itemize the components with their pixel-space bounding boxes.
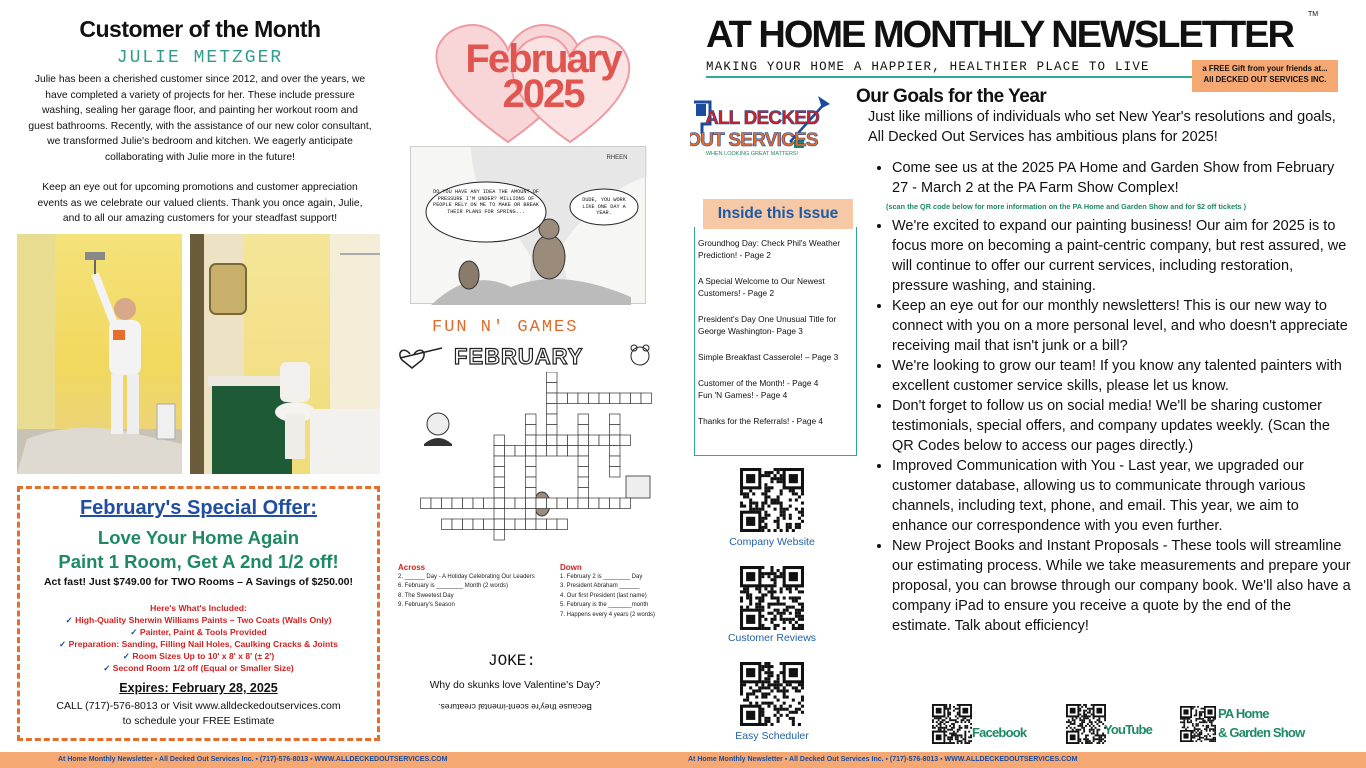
groundhog-cartoon: [410, 146, 646, 304]
crossword-cell: [547, 446, 558, 457]
down-clues: [560, 563, 664, 620]
trademark-mark: TM: [1308, 11, 1319, 18]
clue: 5. February is the _______month: [560, 602, 649, 608]
newsletter-tagline: MAKING YOUR HOME A HAPPIER, HEALTHIER PLACE TO LIVE: [706, 60, 1206, 78]
offer-included-list: [20, 602, 377, 674]
crossword-cell: [547, 383, 558, 394]
clue: 2. ______ Day - A Holiday Celebrating Our Leaders: [398, 573, 535, 580]
across-title: Across: [398, 563, 426, 572]
crossword-cell: [515, 446, 526, 457]
clue: 4. Our first President (last name): [560, 592, 647, 599]
crossword-cell: [578, 414, 589, 425]
goal-item: • We're excited to expand our painting business! Our aim for 2025 is to focus more on becoming a paint-centric company, but rest assured, we will continue to offer our current services, including restoration, pressure washing, and staining.: [892, 216, 1352, 296]
checkmark-icon: ✓: [103, 663, 111, 673]
february-hearts-header: [420, 14, 660, 154]
painter-photo: [17, 234, 182, 474]
inside-issue-list: [694, 227, 857, 456]
crossword-cell: [599, 435, 610, 446]
crossword-cell: [547, 498, 558, 509]
crossword-cell: [620, 498, 631, 509]
home-show-label-line-1: PA Home: [1218, 706, 1269, 721]
reviews-qr-label: Customer Reviews: [727, 632, 817, 644]
crossword-cell: [578, 498, 589, 509]
crossword-cell: [536, 435, 547, 446]
fun-n-games-title: FUN N' GAMES: [432, 318, 579, 337]
crossword-cell: [547, 519, 558, 530]
crossword-cell: [494, 477, 505, 488]
checkmark-icon: ✓: [65, 615, 73, 625]
crossword-cell: [536, 446, 547, 457]
qr-pattern: [1066, 704, 1106, 744]
crossword-cell: [631, 393, 642, 404]
customer-of-month-title: Customer of the Month: [79, 16, 321, 42]
qr-pattern: [740, 566, 804, 630]
crossword-cell: [610, 414, 621, 425]
crossword-cell: [557, 446, 568, 457]
crossword-cell: [494, 509, 505, 520]
customer-story-text-2: Keep an eye out for upcoming promotions and customer appreciation events as we celebrate our valued clients. Thank you once again, Julie, and to all our amazing customers for your steadfast support!: [37, 182, 363, 224]
crossword-cell: [452, 498, 463, 509]
crossword-cell: [610, 498, 621, 509]
crossword-cell: [578, 488, 589, 499]
crossword-cell: [599, 393, 610, 404]
month-text: February: [465, 37, 621, 81]
crossword-cell: [610, 456, 621, 467]
crossword-cell: [505, 446, 516, 457]
checkmark-icon: ✓: [59, 639, 67, 649]
goals-list: [872, 158, 1352, 636]
footer-text-left: At Home Monthly Newsletter ▪ All Decked Out Services Inc. ▪ (717)-576-8013 ▪ WWW.ALLDECKEDOUTSERVICES.COM: [58, 756, 448, 763]
inside-issue-item: Simple Breakfast Casserole! – Page 3: [698, 352, 839, 362]
qr-pattern: [740, 662, 804, 726]
bathroom-photo: [190, 234, 380, 474]
clue: 8. The Sweetest Day: [398, 592, 454, 599]
crossword-cell: [526, 425, 537, 436]
inside-issue-item: A Special Welcome to Our Newest Customers! - Page 2: [698, 276, 825, 298]
crossword-cell: [515, 498, 526, 509]
offer-expiration: Expires: February 28, 2025: [119, 681, 278, 695]
crossword-cell: [526, 488, 537, 499]
offer-call-line-1: CALL (717)-576-8013 or Visit www.alldeckedoutservices.com: [56, 700, 341, 712]
crossword-cell: [578, 446, 589, 457]
cartoon-bubble-1: DO YOU HAVE ANY IDEA THE AMOUNT OF PRESSURE I'M UNDER? MILLIONS OF PEOPLE RELY ON ME TO MAKE OR BREAK THEIR PLANS FOR SPRING...: [433, 189, 539, 215]
cartoon-bubble-2: DUDE, YOU WORK LIKE ONE DAY A YEAR.: [582, 197, 626, 216]
crossword-cell: [547, 372, 558, 383]
crossword-cell: [536, 519, 547, 530]
checkmark-icon: ✓: [122, 651, 130, 661]
crossword-cell: [526, 519, 537, 530]
joke-answer-upside-down: Because they're scent-imental creatures.: [438, 702, 592, 712]
facebook-label[interactable]: Facebook: [972, 725, 1027, 740]
goals-intro: Just like millions of individuals who set New Year's resolutions and goals, All Decked Out Services has ambitious plans for 2025!: [868, 109, 1336, 145]
crossword-cell: [610, 435, 621, 446]
reviews-qr-code[interactable]: [740, 566, 804, 635]
website-qr-label: Company Website: [729, 536, 815, 548]
offer-included-item: ✓ Second Room 1/2 off (Equal or Smaller Size): [103, 663, 294, 673]
logo-tagline: WHEN LOOKING GREAT MATTERS!: [705, 151, 799, 157]
offer-included-item: ✓ Preparation: Sanding, Filling Nail Holes, Caulking Cracks & Joints: [59, 639, 338, 649]
crossword-cell: [526, 435, 537, 446]
crossword-cell: [557, 519, 568, 530]
crossword-cell: [494, 530, 505, 541]
goal-item: • New Project Books and Instant Proposals - These tools will streamline our estimating process. While we take measurements and prepare your proposal, you can browse through our company book. We'll also have a company iPad to ensure you receive a quote by the end of the estimate. Talk about efficiency!: [892, 536, 1352, 636]
february-puzzle-header: [396, 340, 660, 372]
goal-item: • Keep an eye out for our monthly newsletters! This is our new way to connect with you on a more personal level, and who doesn't appreciate receiving mail that isn't junk or a bill?: [892, 296, 1352, 356]
crossword-cell: [473, 498, 484, 509]
crossword-cell: [599, 498, 610, 509]
joke-title: JOKE:: [488, 652, 537, 670]
scheduler-qr-label: Easy Scheduler: [735, 730, 809, 742]
customer-story: [28, 72, 372, 227]
home-show-label-line-2: & Garden Show: [1218, 725, 1305, 740]
goals-title: Our Goals for the Year: [856, 86, 1047, 107]
goal-item: • We're looking to grow our team! If you know any talented painters with excellent customer service skills, please let us know.: [892, 356, 1352, 396]
crossword-cell: [526, 456, 537, 467]
crossword-cell: [526, 509, 537, 520]
customer-story-text: Julie has been a cherished customer since 2012, and over the years, we have completed a variety of projects for her. These include pressure washing, sealing her garage floor, and painting her workout room and guest bathrooms. Recently, with the assistance of our new color consultant, we transformed Julie's bedroom and kitchen. We eagerly anticipate collaborating with Julie more in the future!: [28, 74, 372, 163]
crossword-cell: [494, 456, 505, 467]
crossword-cell: [578, 477, 589, 488]
crossword-cell: [610, 446, 621, 457]
crossword-cell: [494, 446, 505, 457]
crossword-cell: [620, 393, 631, 404]
offer-call-line-2: to schedule your FREE Estimate: [122, 715, 275, 727]
crossword-cell: [610, 467, 621, 478]
crossword-cell: [442, 519, 453, 530]
crossword-cell: [578, 467, 589, 478]
crossword-cell: [526, 446, 537, 457]
free-gift-badge: a FREE Gift from your friends at... All DECKED OUT SERVICES INC.: [1192, 60, 1338, 92]
clue: 3. President Abraham ______: [560, 583, 640, 589]
offer-included-item: ✓ High-Quality Sherwin Williams Paints – Two Coats (Walls Only): [65, 615, 332, 625]
crossword-cell: [557, 435, 568, 446]
goal-item: • Improved Communication with You - Last year, we upgraded our customer database, allowing us to communicate through various channels, including text, phone, and email. This year, we aim to enhance our correspondence with you even further.: [892, 456, 1352, 536]
crossword-cell: [641, 393, 652, 404]
inside-issue-item: Groundhog Day: Check Phil's Weather Prediction! - Page 2: [698, 238, 841, 260]
clue: 7. Happens every 4 years (2 words): [560, 611, 656, 618]
logo-line-1: ALL DECKED: [704, 108, 820, 129]
youtube-label[interactable]: YouTube: [1104, 722, 1153, 737]
offer-subline: Act fast! Just $749.00 for TWO Rooms – A Savings of $250.00!: [43, 576, 354, 588]
crossword-cell: [515, 519, 526, 530]
offer-title: February's Special Offer:: [79, 497, 318, 519]
crossword-cell: [578, 435, 589, 446]
crossword-cell: [536, 498, 547, 509]
customer-name: JULIE METZGER: [116, 48, 284, 68]
crossword-cell: [473, 519, 484, 530]
crossword-cell: [494, 488, 505, 499]
crossword-cell: [494, 519, 505, 530]
crossword-cell: [568, 435, 579, 446]
logo-line-2: OUT SERVICES: [690, 130, 818, 151]
puzzle-title: FEBRUARY: [454, 344, 584, 369]
facebook-qr-code[interactable]: [932, 704, 972, 749]
qr-pattern: [932, 704, 972, 744]
crossword-cell: [568, 393, 579, 404]
crossword-cell: [484, 498, 495, 509]
crossword-puzzle: [400, 372, 664, 564]
down-title: Down: [560, 563, 582, 572]
company-logo: [690, 94, 836, 158]
offer-headline-1: Love Your Home Again: [97, 527, 300, 548]
crossword-cell: [421, 498, 432, 509]
offer-included-item: ✓ Painter, Paint & Tools Provided: [130, 627, 267, 637]
home-show-note: (scan the QR code below for more information on the PA Home and Garden Show and for $2 off tickets ): [886, 202, 1247, 211]
washington-portrait-icon: [424, 408, 454, 446]
crossword-cell: [526, 467, 537, 478]
crossword-cell: [494, 435, 505, 446]
crossword-cell: [589, 498, 600, 509]
crossword-cell: [547, 425, 558, 436]
crossword-cell: [526, 414, 537, 425]
crossword-cell: [431, 498, 442, 509]
crossword-cell: [547, 404, 558, 415]
crossword-cell: [463, 498, 474, 509]
offer-included-title: Here's What's Included:: [150, 603, 247, 613]
crossword-cell: [610, 393, 621, 404]
crossword-cell: [568, 446, 579, 457]
inside-issue-title: Inside this Issue: [703, 199, 853, 229]
crossword-cell: [442, 498, 453, 509]
newsletter-title: AT HOME MONTHLY NEWSLETTER: [706, 14, 1293, 56]
crossword-cell: [526, 477, 537, 488]
inside-issue-item: Thanks for the Referrals! - Page 4: [698, 416, 823, 426]
crossword-cell: [557, 498, 568, 509]
crossword-cell: [505, 498, 516, 509]
crossword-cell: [463, 519, 474, 530]
crossword-cell: [494, 467, 505, 478]
inside-issue-item: Customer of the Month! - Page 4 Fun 'N Games! - Page 4: [698, 378, 819, 400]
joke-question: Why do skunks love Valentine's Day?: [429, 680, 601, 691]
crossword-cell: [452, 519, 463, 530]
scheduler-qr-code[interactable]: [740, 662, 804, 731]
crossword-cell: [484, 519, 495, 530]
special-offer-box: [17, 486, 380, 741]
website-qr-code[interactable]: [740, 468, 804, 537]
crossword-cell: [494, 498, 505, 509]
crossword-cell: [610, 425, 621, 436]
footer-text-right: At Home Monthly Newsletter ▪ All Decked Out Services Inc. ▪ (717)-576-8013 ▪ WWW.ALLDECKEDOUTSERVICES.COM: [688, 756, 1078, 763]
offer-call-to-action: [20, 699, 377, 729]
footer-bar: [0, 752, 1366, 768]
crossword-cell: [568, 498, 579, 509]
home-show-qr-code[interactable]: [1180, 706, 1216, 747]
home-show-label[interactable]: [1218, 704, 1304, 742]
offer-headline-2: Paint 1 Room, Get A 2nd 1/2 off!: [58, 551, 339, 572]
across-clues: [398, 563, 554, 611]
offer-included-item: ✓ Room Sizes Up to 10' x 8' x 8' (± 2'): [122, 651, 275, 661]
cartoon-signature: RHEEN: [606, 155, 628, 161]
crossword-cell: [578, 393, 589, 404]
crossword-cell: [547, 435, 558, 446]
qr-pattern: [1180, 706, 1216, 742]
crossword-grid: [400, 372, 664, 564]
crossword-cell: [505, 519, 516, 530]
crossword-cell: [557, 393, 568, 404]
clue: 1. February 2 is ________ Day: [560, 573, 643, 580]
crossword-cell: [578, 425, 589, 436]
clue: 9. February's Season: [398, 602, 455, 608]
goal-item: • Come see us at the 2025 PA Home and Garden Show from February 27 - March 2 at the PA Farm Show Complex! (scan the QR code below for more information on the PA Home and Garden Show and for $2 off tickets ): [892, 158, 1352, 216]
crossword-cell: [547, 414, 558, 425]
crossword-cell: [578, 456, 589, 467]
crossword-cell: [526, 498, 537, 509]
goal-item: • Don't forget to follow us on social media! We'll be sharing customer testimonials, special offers, and company updates weekly. (Scan the QR Codes below to access our pages directly.): [892, 396, 1352, 456]
crossword-cell: [547, 393, 558, 404]
crossword-cell: [589, 393, 600, 404]
crossword-cell: [620, 435, 631, 446]
inside-issue-item: President's Day One Unusual Title for George Washington- Page 3: [698, 314, 837, 336]
year-text: 2025: [502, 72, 584, 116]
checkmark-icon: ✓: [130, 627, 138, 637]
clue: 6. February is ________ Month (2 words): [398, 583, 509, 589]
qr-pattern: [740, 468, 804, 532]
youtube-qr-code[interactable]: [1066, 704, 1106, 749]
crossword-cell: [589, 435, 600, 446]
